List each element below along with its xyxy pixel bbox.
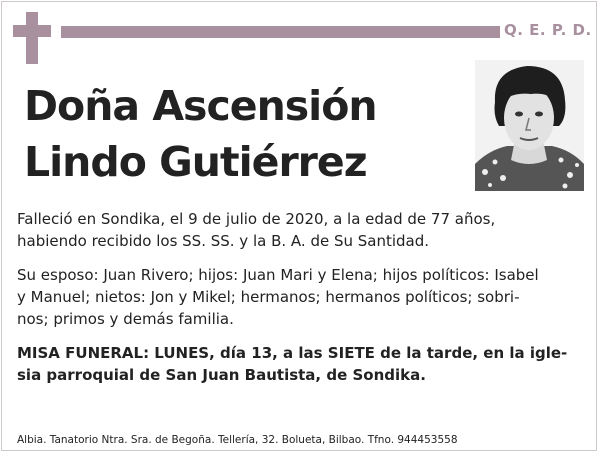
text-line: y Manuel; nietos: Jon y Mikel; hermanos; hermanos políticos; sobri- [17,288,520,306]
deceased-name-line-2: Lindo Gutiérrez [24,138,367,186]
obituary-card [1,1,597,451]
family-paragraph [17,264,587,330]
deceased-name [24,78,464,190]
text-line: habiendo recibido los SS. SS. y la B. A. de Su Santidad. [17,232,430,250]
text-line: Su esposo: Juan Rivero; hijos: Juan Mari y Elena; hijos políticos: Isabel [17,266,539,284]
text-line: sia parroquial de San Juan Bautista, de Sondika. [17,366,426,384]
header-divider [61,26,500,38]
text-line: nos; primos y demás familia. [17,310,234,328]
cross-horizontal-bar [13,25,51,37]
portrait-photo [475,60,584,191]
death-notice-paragraph [17,208,587,252]
text-line: Falleció en Sondika, el 9 de julio de 2020, a la edad de 77 años, [17,210,496,228]
portrait-image [475,60,584,191]
qepd-label: Q. E. P. D. [504,21,592,39]
cross-vertical-bar [26,12,38,64]
deceased-name-line-1: Doña Ascensión [24,82,377,130]
funeral-mass-paragraph [17,342,587,386]
funeral-home-info: Albia. Tanatorio Ntra. Sra. de Begoña. Tellería, 32. Bolueta, Bilbao. Tfno. 944453558 [17,434,458,446]
text-line: MISA FUNERAL: LUNES, día 13, a las SIETE de la tarde, en la igle- [17,344,568,362]
